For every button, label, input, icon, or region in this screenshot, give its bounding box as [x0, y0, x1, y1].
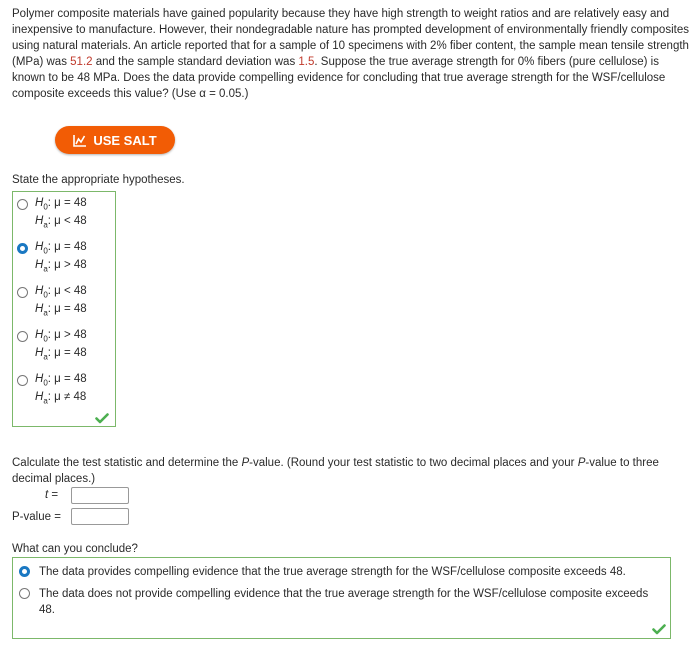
hypothesis-radio-5[interactable] — [17, 375, 28, 386]
conclusion-radio-2[interactable] — [19, 588, 30, 599]
conclusion-radio-1-selected[interactable] — [19, 566, 30, 577]
ha-relation: μ = 48 — [54, 347, 87, 359]
conclusion-options-box — [12, 557, 671, 639]
hypothesis-radio-3[interactable] — [17, 287, 28, 298]
ha-line: $H_a$: μ = 48 — [35, 303, 87, 318]
p-value-label: P-value — [12, 511, 51, 523]
t-label: t — [45, 489, 49, 501]
conclusion-prompt: What can you conclude? — [12, 543, 138, 555]
h0-relation: μ > 48 — [54, 329, 87, 341]
correct-check-icon — [95, 413, 109, 427]
ha-line: $H_a$: μ > 48 — [35, 259, 87, 274]
use-salt-button[interactable] — [55, 126, 175, 154]
use-salt-label: USE SALT — [93, 132, 157, 148]
correct-check-icon — [652, 624, 666, 638]
h0-line: $H_0$: μ < 48 — [35, 285, 87, 300]
problem-text-2: and the sample standard deviation was — [92, 56, 299, 68]
p-italic: P — [577, 457, 586, 469]
h0-relation: μ = 48 — [54, 241, 87, 253]
h0-line: $H_0$: μ = 48 — [35, 373, 87, 388]
ha-line: $H_a$: μ < 48 — [35, 215, 87, 230]
problem-text-3: . Suppose the true average strength for 0% fibers (pure cellulose) is known to be 48 MPa. Does the data provide compelling evidence for concluding that true average strength for the WSF/cellulose composite exceeds this value? (Use α = 0.05.) — [12, 56, 666, 100]
h0-relation: μ = 48 — [54, 373, 87, 385]
h0-relation: μ < 48 — [54, 285, 87, 297]
sample-sd-value: 1.5 — [298, 56, 315, 68]
h0-line: $H_0$: μ = 48 — [35, 197, 87, 212]
sample-mean-value: 51.2 — [70, 56, 93, 68]
p-value-row: P-value = — [12, 511, 61, 523]
calculate-prompt-text-1: Calculate the test statistic and determine the — [12, 457, 242, 469]
ha-relation: μ > 48 — [54, 259, 87, 271]
h0-line: $H_0$: μ = 48 — [35, 241, 87, 256]
calculate-prompt — [12, 455, 692, 487]
t-stat-row: t = — [45, 489, 59, 501]
conclusion-text-1: The data provides compelling evidence that the true average strength for the WSF/cellulose composite exceeds 48. — [39, 566, 626, 578]
ha-line: $H_a$: μ = 48 — [35, 347, 87, 362]
p-value-input[interactable] — [71, 508, 129, 525]
problem-text-1: Polymer composite materials have gained popularity because they have high strength to weight ratios and are relatively easy and inexpensive to manufacture. However, their nondegradable nature has prompted development of environmentally friendly composites using natural materials. An article reported that for a sample of 10 specimens with 2% fiber content, the sample mean tensile strength (MPa) was — [12, 8, 689, 68]
hypothesis-radio-4[interactable] — [17, 331, 28, 342]
salt-chart-icon — [73, 134, 87, 147]
conclusion-text-2: The data does not provide compelling evidence that the true average strength for the WSF/cellulose composite exceeds 48. — [39, 588, 649, 616]
hypotheses-options-box — [12, 191, 116, 427]
hypothesis-radio-1[interactable] — [17, 199, 28, 210]
problem-statement — [12, 6, 692, 102]
ha-relation: μ = 48 — [54, 303, 87, 315]
h0-relation: μ = 48 — [54, 197, 87, 209]
calculate-prompt-text-3: -value to three decimal places.) — [12, 457, 659, 485]
hypotheses-prompt: State the appropriate hypotheses. — [12, 174, 185, 186]
hypothesis-radio-2-selected[interactable] — [17, 243, 28, 254]
h0-line: $H_0$: μ > 48 — [35, 329, 87, 344]
calculate-prompt-text-2: -value. (Round your test statistic to two decimal places and your — [249, 457, 578, 469]
ha-line: $H_a$: μ ≠ 48 — [35, 391, 87, 406]
p-italic: P — [241, 457, 250, 469]
ha-relation: μ < 48 — [54, 215, 87, 227]
ha-relation: μ ≠ 48 — [54, 391, 87, 403]
t-stat-input[interactable] — [71, 487, 129, 504]
